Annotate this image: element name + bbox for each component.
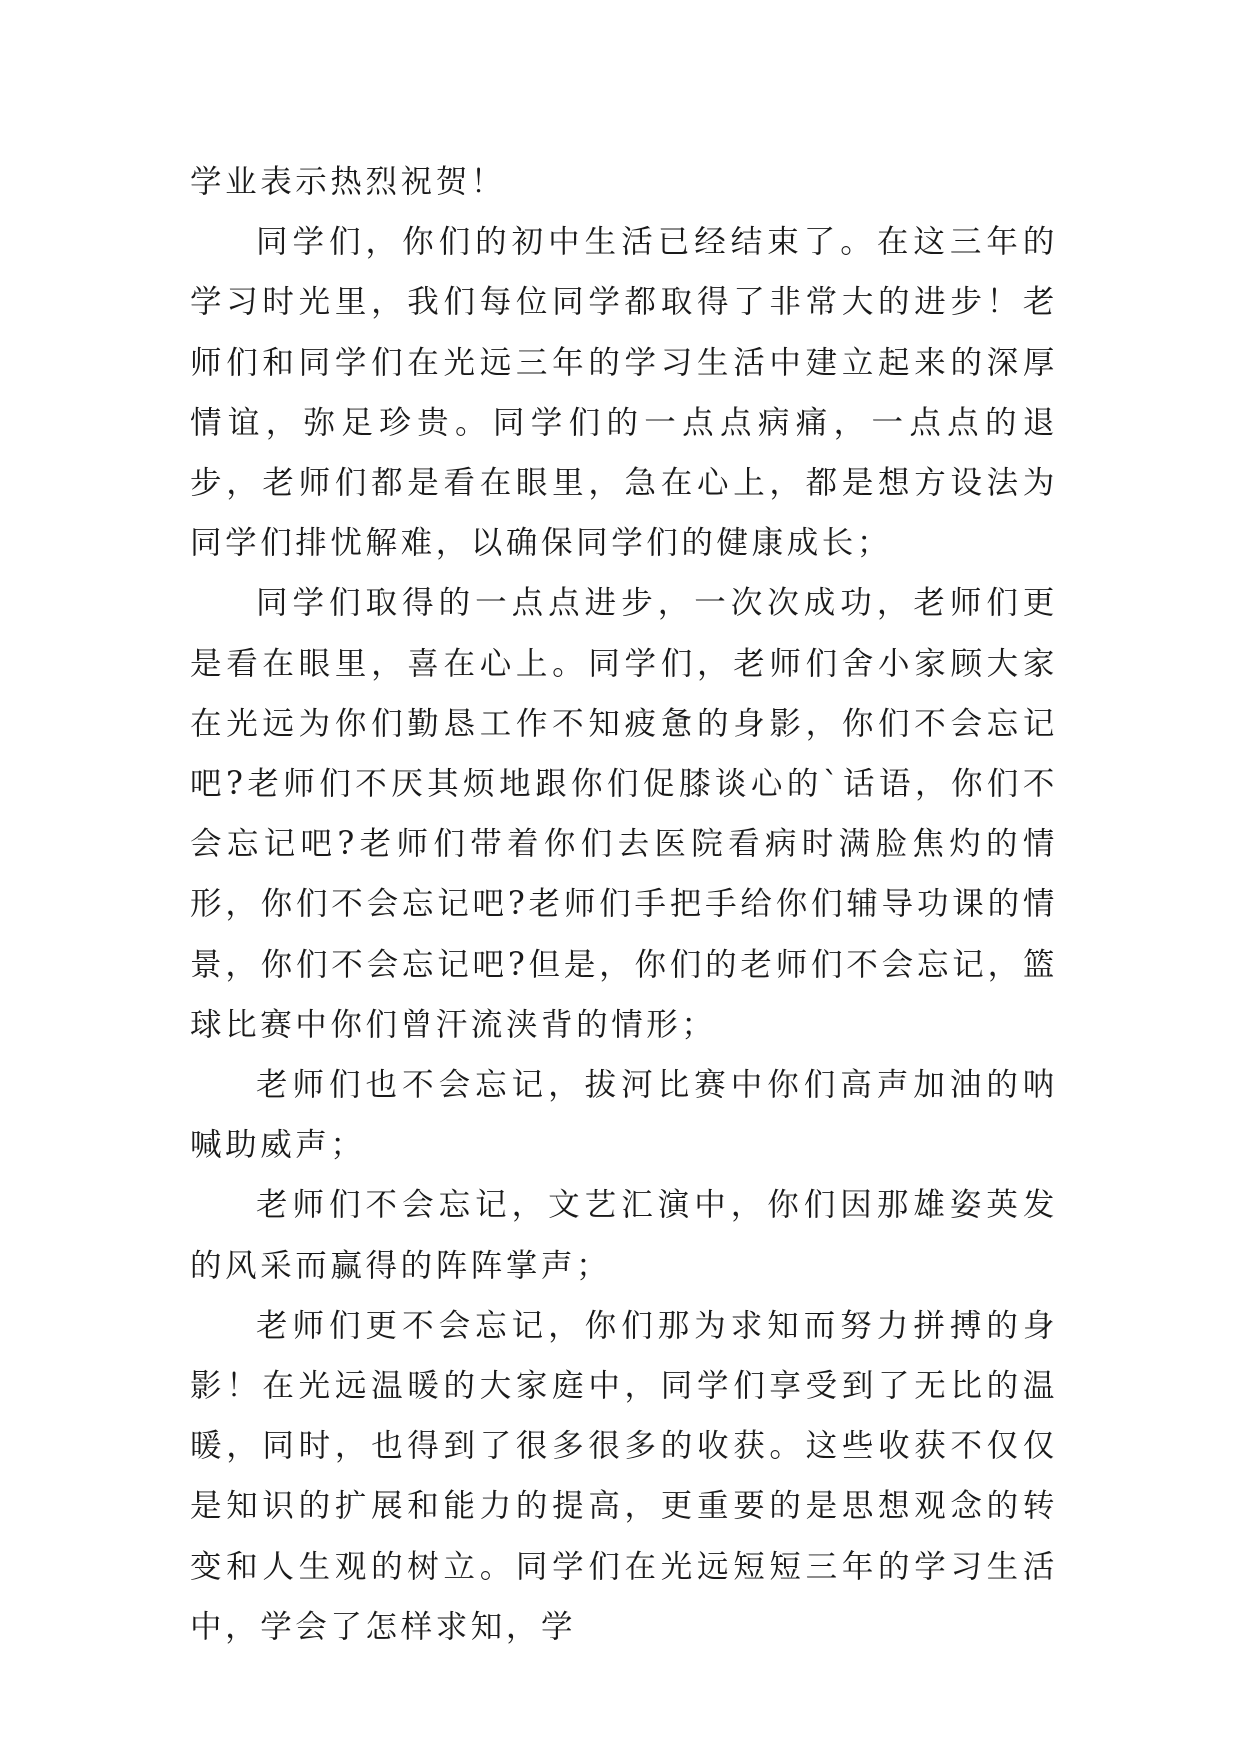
paragraph-striving-for-knowledge: 老师们更不会忘记，你们那为求知而努力拼搏的身影！在光远温暖的大家庭中，同学们享受到了无比的温暖，同时，也得到了很多很多的收获。这些收获不仅仅是知识的扩展和能力的提高，更重要的是思想观念的转变和人生观的树立。同学们在光远短短三年的学习生活中，学会了怎样求知，学 xyxy=(190,1307,1058,1645)
paragraph-tug-of-war: 老师们也不会忘记，拔河比赛中你们高声加油的呐喊助威声； xyxy=(190,1067,1058,1164)
document-body xyxy=(190,152,1058,1657)
paragraph-teachers-remember: 同学们取得的一点点进步，一次次成功，老师们更是看在眼里，喜在心上。同学们，老师们舍小家顾大家在光远为你们勤恳工作不知疲惫的身影，你们不会忘记吧?老师们不厌其烦地跟你们促膝谈心的`话语，你们不会忘记吧?老师们带着你们去医院看病时满脸焦灼的情形，你们不会忘记吧?老师们手把手给你们辅导功课的情景，你们不会忘记吧?但是，你们的老师们不会忘记，篮球比赛中你们曾汗流浃背的情形； xyxy=(190,585,1058,1043)
paragraph-junior-life-ended: 同学们，你们的初中生活已经结束了。在这三年的学习时光里，我们每位同学都取得了非常大的进步！老师们和同学们在光远三年的学习生活中建立起来的深厚情谊，弥足珍贵。同学们的一点点病痛，一点点的退步，老师们都是看在眼里，急在心上，都是想方设法为同学们排忧解难，以确保同学们的健康成长； xyxy=(190,224,1058,562)
paragraph-congrats-end: 学业表示热烈祝贺！ xyxy=(190,164,506,200)
paragraph-art-performance: 老师们不会忘记，文艺汇演中，你们因那雄姿英发的风采而赢得的阵阵掌声； xyxy=(190,1187,1058,1284)
